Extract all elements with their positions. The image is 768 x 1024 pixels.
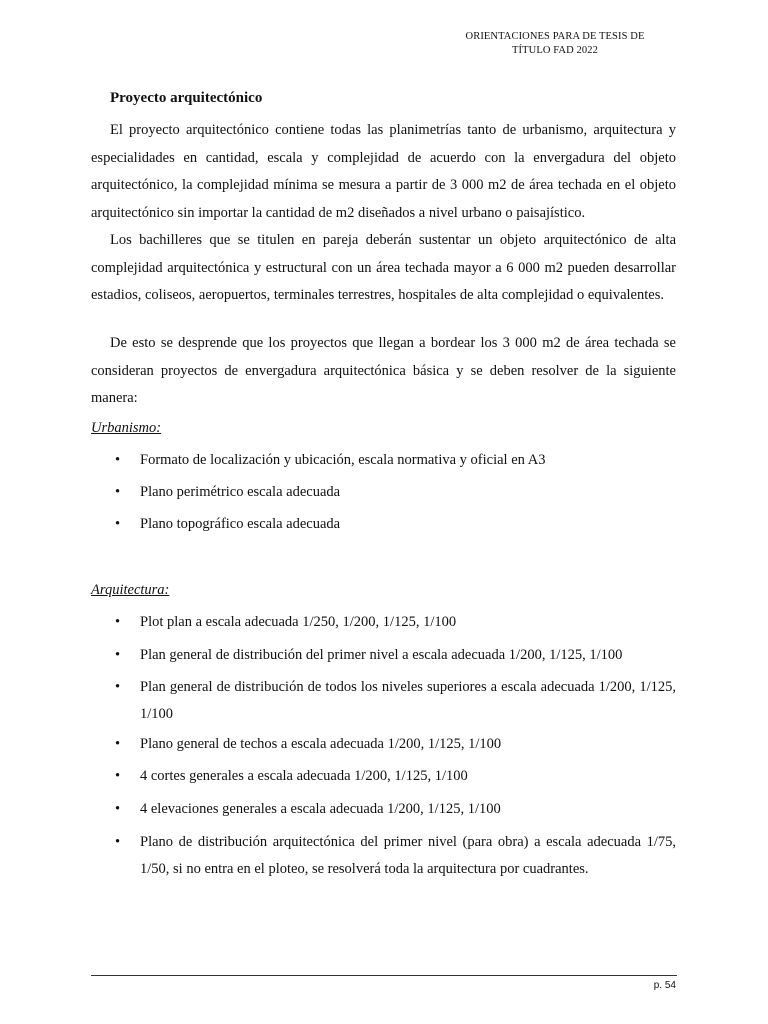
section-heading: Proyecto arquitectónico — [110, 90, 263, 106]
list-item-text: Plano perimétrico escala adecuada — [140, 484, 341, 500]
paragraph-1: El proyecto arquitectónico contiene todas las planimetrías tanto de urbanismo, arquitectura y especialidades en cantidad, escala y complejidad de acuerdo con la envergadura del objeto arquitectónico, la complejidad mínima se mesura a partir de 3 000 m2 de área techada en el objeto arquitectónico sin importar la cantidad de m2 diseñados a nivel urbano o paisajístico. — [91, 122, 676, 221]
header-line-2: TÍTULO FAD 2022 — [512, 45, 598, 56]
list-item-text: 4 elevaciones generales a escala adecuada 1/200, 1/125, 1/100 — [140, 801, 501, 817]
bullet-glyph: • — [115, 679, 121, 695]
bullet-glyph: • — [115, 801, 121, 817]
paragraph-3: De esto se desprende que los proyectos que llegan a bordear los 3 000 m2 de área techada se consideran proyectos de envergadura arquitectónica básica y se deben resolver de la siguiente manera: — [91, 335, 676, 406]
list-item-text: 4 cortes generales a escala adecuada 1/200, 1/125, 1/100 — [140, 768, 468, 784]
list-item-text: Plot plan a escala adecuada 1/250, 1/200, 1/125, 1/100 — [140, 614, 457, 630]
list-item — [115, 447, 676, 474]
footer-divider — [91, 975, 677, 976]
arquitectura-title: Arquitectura: — [91, 582, 170, 598]
bullet-glyph: • — [115, 736, 121, 752]
header-line-1: ORIENTACIONES PARA DE TESIS DE — [465, 31, 645, 42]
list-item-text: Plano de distribución arquitectónica del primer nivel (para obra) a escala adecuada 1/75, 1/50, si no entra en el ploteo, se resolverá toda la arquitectura por cuadrantes. — [140, 834, 676, 877]
list-item — [115, 511, 676, 538]
bullet-glyph: • — [115, 834, 121, 850]
list-item — [115, 731, 676, 758]
list-item — [115, 796, 676, 823]
bullet-glyph: • — [115, 452, 121, 468]
bullet-glyph: • — [115, 647, 121, 663]
list-item-text: Formato de localización y ubicación, escala normativa y oficial en A3 — [140, 452, 546, 468]
list-item — [115, 674, 676, 728]
list-item-text: Plan general de distribución del primer nivel a escala adecuada 1/200, 1/125, 1/100 — [140, 647, 623, 663]
bullet-glyph: • — [115, 768, 121, 784]
bullet-glyph: • — [115, 516, 121, 532]
list-item — [115, 642, 676, 669]
list-item — [115, 829, 676, 883]
list-item — [115, 479, 676, 506]
bullet-glyph: • — [115, 614, 121, 630]
paragraph-2: Los bachilleres que se titulen en pareja deberán sustentar un objeto arquitectónico de alta complejidad arquitectónica y estructural con un área techada mayor a 6 000 m2 pueden desarrollar estadios, coliseos, aeropuertos, terminales terrestres, hospitales de alta complejidad o equivalentes. — [91, 232, 676, 303]
list-item-text: Plano topográfico escala adecuada — [140, 516, 341, 532]
list-item — [115, 609, 676, 636]
bullet-glyph: • — [115, 484, 121, 500]
list-item — [115, 763, 676, 790]
running-header — [430, 30, 680, 58]
urbanismo-title: Urbanismo: — [91, 420, 162, 436]
list-item-text: Plan general de distribución de todos los niveles superiores a escala adecuada 1/200, 1/125, 1/100 — [140, 679, 676, 722]
list-item-text: Plano general de techos a escala adecuada 1/200, 1/125, 1/100 — [140, 736, 502, 752]
page-number: p. 54 — [653, 980, 676, 991]
